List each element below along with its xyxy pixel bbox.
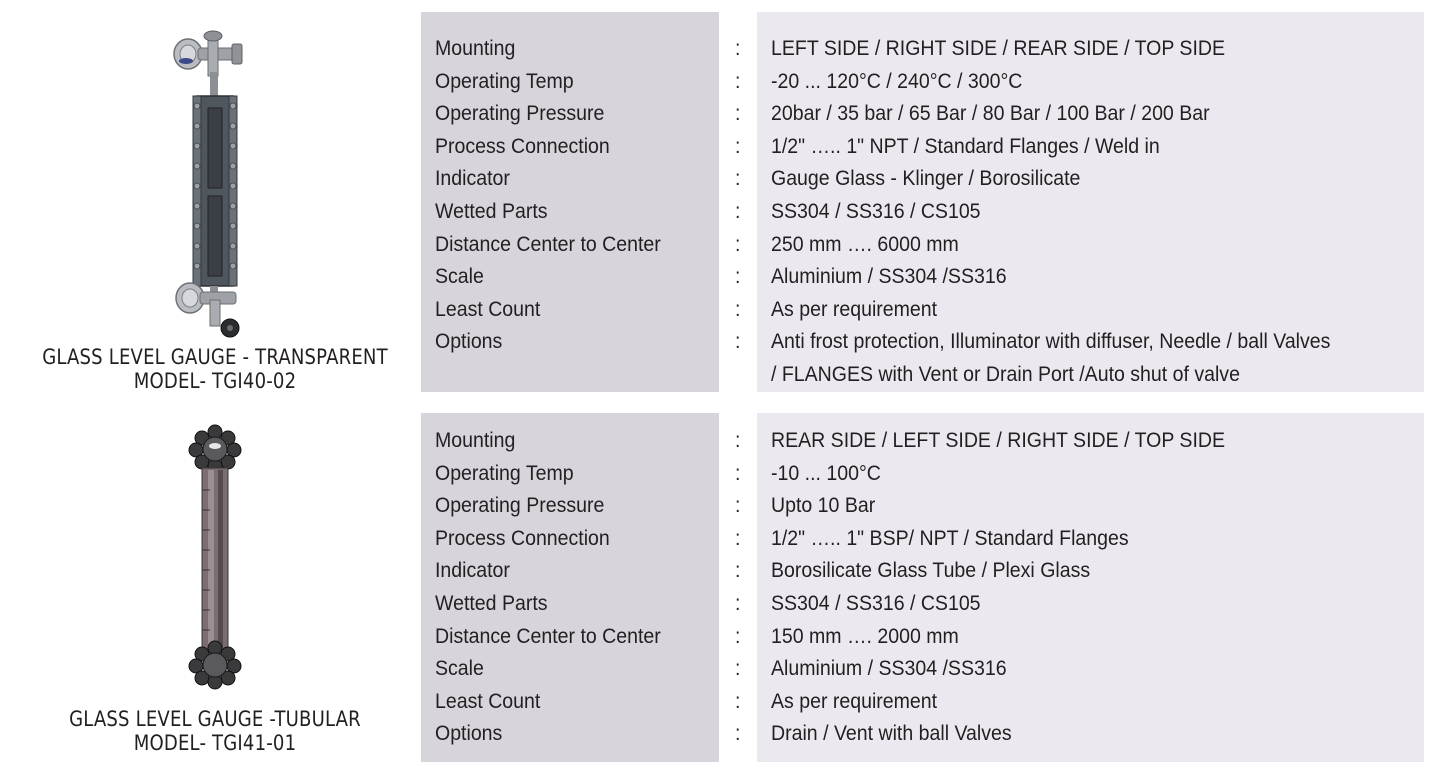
spec-value-continued: / FLANGES with Vent or Drain Port /Auto shut of valve: [771, 362, 1240, 386]
spec-label: Wetted Parts: [435, 591, 548, 615]
separator: :: [735, 624, 741, 648]
separator: :: [735, 330, 741, 354]
spec-labels-panel: [421, 12, 719, 392]
spec-value: LEFT SIDE / RIGHT SIDE / REAR SIDE / TOP SIDE: [771, 37, 1226, 60]
spec-label: Options: [435, 722, 503, 746]
spec-label: Operating Temp: [435, 461, 574, 485]
separator-column: [735, 413, 749, 762]
spec-value: 1/2" ….. 1" BSP/ NPT / Standard Flanges: [771, 526, 1129, 550]
spec-value: Drain / Vent with ball Valves: [771, 722, 1012, 746]
spec-label: Process Connection: [435, 526, 610, 550]
spec-label: Mounting: [435, 429, 516, 452]
spec-label: Scale: [435, 657, 484, 681]
separator: :: [735, 265, 741, 289]
product-caption: [30, 707, 400, 755]
spec-value: -20 ... 120°C / 240°C / 300°C: [771, 69, 1023, 93]
spec-label: Indicator: [435, 559, 510, 583]
separator: :: [735, 199, 741, 223]
spec-label: Process Connection: [435, 134, 610, 158]
spec-value: SS304 / SS316 / CS105: [771, 199, 981, 223]
separator: :: [735, 591, 741, 615]
spec-label: Options: [435, 330, 503, 354]
separator: :: [735, 461, 741, 485]
separator: :: [735, 232, 741, 256]
product-caption: [30, 345, 400, 393]
spec-value: 20bar / 35 bar / 65 Bar / 80 Bar / 100 Bar / 200 Bar: [771, 102, 1210, 126]
product-image-area: [0, 400, 430, 770]
spec-label: Distance Center to Center: [435, 232, 661, 256]
spec-value: Aluminium / SS304 /SS316: [771, 265, 1007, 289]
spec-value: SS304 / SS316 / CS105: [771, 591, 981, 615]
spec-value: 150 mm …. 2000 mm: [771, 624, 959, 648]
separator: :: [735, 102, 741, 126]
spec-value: Anti frost protection, Illuminator with diffuser, Needle / ball Valves: [771, 330, 1331, 354]
spec-label: Mounting: [435, 37, 516, 60]
spec-label: Distance Center to Center: [435, 624, 661, 648]
caption-title: GLASS LEVEL GAUGE -TUBULAR: [69, 707, 361, 731]
caption-model: MODEL- TGI40-02: [133, 369, 297, 393]
spec-label: Operating Pressure: [435, 102, 605, 126]
spec-value: -10 ... 100°C: [771, 461, 881, 485]
separator: :: [735, 69, 741, 93]
separator: :: [735, 722, 741, 746]
spec-values-panel: [757, 413, 1424, 762]
spec-value: REAR SIDE / LEFT SIDE / RIGHT SIDE / TOP SIDE: [771, 429, 1226, 452]
spec-label: Least Count: [435, 689, 541, 713]
separator: :: [735, 657, 741, 681]
spec-value: 1/2" ….. 1" NPT / Standard Flanges / Weld in: [771, 134, 1160, 158]
separator: :: [735, 689, 741, 713]
spec-value: 250 mm …. 6000 mm: [771, 232, 959, 256]
spec-value: As per requirement: [771, 689, 938, 713]
separator: :: [735, 494, 741, 518]
spec-value: Aluminium / SS304 /SS316: [771, 657, 1007, 681]
spec-label: Operating Pressure: [435, 494, 605, 518]
spec-value: As per requirement: [771, 297, 938, 321]
transparent-gauge-image: [150, 30, 280, 348]
product-tubular-gauge: [0, 400, 1439, 770]
spec-labels-panel: [421, 413, 719, 762]
separator: :: [735, 297, 741, 321]
separator: :: [735, 559, 741, 583]
spec-values-panel: [757, 12, 1424, 392]
spec-label: Indicator: [435, 167, 510, 191]
separator-column: [735, 12, 749, 392]
separator: :: [735, 134, 741, 158]
separator: :: [735, 526, 741, 550]
spec-label: Least Count: [435, 297, 541, 321]
spec-label: Scale: [435, 265, 484, 289]
separator: :: [735, 429, 741, 452]
spec-value: Upto 10 Bar: [771, 494, 876, 518]
separator: :: [735, 37, 741, 60]
spec-value: Borosilicate Glass Tube / Plexi Glass: [771, 559, 1091, 583]
spec-value: Gauge Glass - Klinger / Borosilicate: [771, 167, 1081, 191]
caption-title: GLASS LEVEL GAUGE - TRANSPARENT: [42, 345, 388, 369]
product-image-area: [0, 0, 430, 400]
separator: :: [735, 167, 741, 191]
spec-label: Wetted Parts: [435, 199, 548, 223]
caption-model: MODEL- TGI41-01: [133, 731, 297, 755]
tubular-gauge-image: [180, 420, 250, 690]
spec-label: Operating Temp: [435, 69, 574, 93]
